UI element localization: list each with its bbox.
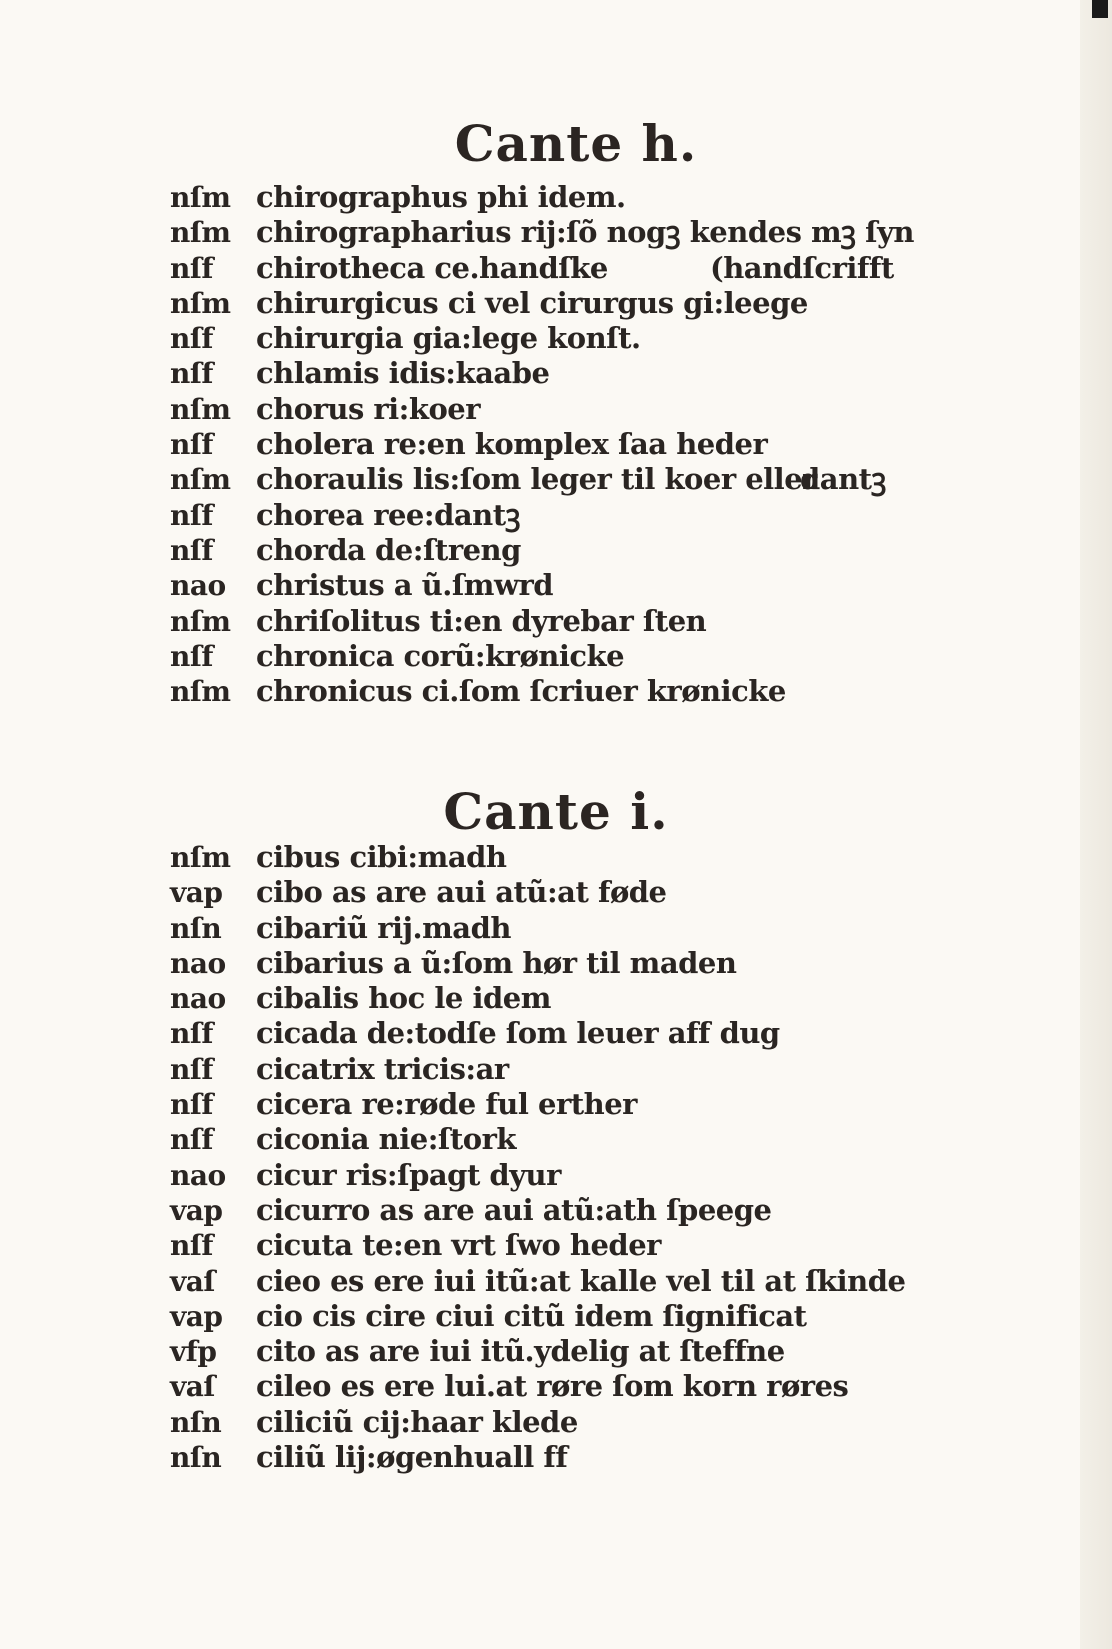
grammar-code: nſf bbox=[170, 498, 213, 532]
dictionary-entry bbox=[170, 180, 914, 215]
entry-text: cicera re:røde ful erther bbox=[256, 1087, 637, 1122]
grammar-code: vap bbox=[170, 1193, 223, 1227]
grammar-code: nſf bbox=[170, 1123, 213, 1157]
entry-text: chriſolitus ti:en dyrebar ſten bbox=[256, 603, 707, 638]
dictionary-entry bbox=[170, 1264, 906, 1299]
grammar-code: nſm bbox=[170, 675, 231, 709]
dictionary-entry bbox=[170, 604, 914, 639]
dictionary-entry bbox=[170, 1440, 906, 1475]
grammar-code: vaſ bbox=[170, 1264, 215, 1298]
dictionary-entry bbox=[170, 840, 906, 875]
entry-text: cicada de:todſe ſom leuer aff dug bbox=[256, 1016, 780, 1051]
entry-text: chirographarius rij:ſõ nogꝫ kendes mꝫ ſyn bbox=[256, 215, 914, 250]
entry-text: chlamis idis:kaabe bbox=[256, 356, 550, 391]
grammar-code: vap bbox=[170, 876, 223, 910]
grammar-code: nſm bbox=[170, 286, 231, 320]
entry-text: cholera re:en komplex ſaa heder bbox=[256, 427, 768, 462]
dictionary-entry bbox=[170, 1369, 906, 1404]
entry-text: cibus cibi:madh bbox=[256, 840, 507, 874]
grammar-code: nſf bbox=[170, 533, 213, 567]
dictionary-entry bbox=[170, 568, 914, 603]
dictionary-entry bbox=[170, 1122, 906, 1157]
entry-continuation: dantꝫ bbox=[800, 462, 886, 497]
grammar-code: nſf bbox=[170, 1052, 213, 1086]
dictionary-entry bbox=[170, 1087, 906, 1122]
grammar-code: nſm bbox=[170, 392, 231, 426]
section-heading-i: Cante i. bbox=[443, 781, 669, 841]
dictionary-entry bbox=[170, 981, 906, 1016]
grammar-code: nao bbox=[170, 1158, 226, 1192]
entry-text: cibo as are aui atũ:at føde bbox=[256, 875, 667, 910]
entry-text: chirotheca ce.handſke bbox=[256, 250, 608, 285]
section-heading-h: Cante h. bbox=[454, 113, 698, 173]
entry-text: chronica corũ:krønicke bbox=[256, 638, 625, 673]
entry-text: cio cis cire ciui citũ idem ſignificat bbox=[256, 1298, 807, 1333]
dictionary-entry bbox=[170, 911, 906, 946]
dictionary-entry bbox=[170, 533, 914, 568]
grammar-code: nao bbox=[170, 982, 226, 1016]
entry-text: ciliciũ cij:haar klede bbox=[256, 1404, 578, 1439]
dictionary-entry bbox=[170, 1405, 906, 1440]
entry-text: chorea ree:dantꝫ bbox=[256, 497, 520, 532]
entry-text: chorus ri:koer bbox=[256, 391, 481, 426]
dictionary-entry bbox=[170, 215, 914, 250]
page-edge bbox=[1080, 0, 1112, 1649]
grammar-code: nſm bbox=[170, 841, 231, 874]
grammar-code: nſm bbox=[170, 181, 231, 214]
grammar-code: nſf bbox=[170, 357, 213, 391]
dictionary-entry bbox=[170, 498, 914, 533]
dictionary-entry bbox=[170, 392, 914, 427]
grammar-code: nſf bbox=[170, 1017, 213, 1051]
entry-text: cito as are iui itũ.ydelig at ſteffne bbox=[256, 1334, 785, 1369]
grammar-code: vfp bbox=[170, 1335, 217, 1369]
grammar-code: vap bbox=[170, 1299, 223, 1333]
grammar-code: nſn bbox=[170, 1405, 222, 1439]
entry-text: christus a ũ.ſmwrd bbox=[256, 568, 554, 603]
dictionary-entry bbox=[170, 321, 914, 356]
dictionary-entry bbox=[170, 1334, 906, 1369]
entry-text: cibalis hoc le idem bbox=[256, 981, 551, 1016]
grammar-code: vaſ bbox=[170, 1370, 215, 1404]
grammar-code: nſn bbox=[170, 911, 222, 945]
grammar-code: nſm bbox=[170, 463, 231, 497]
entry-text: ciliũ lij:øgenhuall ff bbox=[256, 1440, 568, 1475]
dictionary-entry bbox=[170, 1052, 906, 1087]
dictionary-entry bbox=[170, 462, 914, 497]
entry-text: cicuta te:en vrt ſwo heder bbox=[256, 1228, 661, 1263]
entry-list-h bbox=[170, 180, 914, 709]
dictionary-entry bbox=[170, 1228, 906, 1263]
entry-text: chorda de:ſtreng bbox=[256, 532, 521, 567]
entry-text: cibariũ rij.madh bbox=[256, 910, 511, 945]
grammar-code: nſf bbox=[170, 428, 213, 462]
entry-text: chirographus phi idem. bbox=[256, 180, 626, 214]
dictionary-entry bbox=[170, 1158, 906, 1193]
grammar-code: nſm bbox=[170, 604, 231, 638]
dictionary-entry bbox=[170, 427, 914, 462]
dictionary-entry bbox=[170, 251, 914, 286]
entry-continuation: (handſcrifft bbox=[710, 250, 894, 285]
entry-text: cicur ris:ſpagt dyur bbox=[256, 1157, 561, 1192]
entry-text: chirurgia gia:lege konſt. bbox=[256, 321, 641, 356]
grammar-code: nſf bbox=[170, 1088, 213, 1122]
grammar-code: nao bbox=[170, 569, 226, 603]
grammar-code: nſf bbox=[170, 639, 213, 673]
entry-text: chronicus ci.ſom ſcriuer krønicke bbox=[256, 674, 786, 709]
dictionary-entry bbox=[170, 1016, 906, 1051]
dictionary-entry bbox=[170, 875, 906, 910]
entry-text: ciconia nie:ſtork bbox=[256, 1122, 517, 1157]
corner-mark bbox=[1092, 0, 1108, 18]
grammar-code: nſf bbox=[170, 322, 213, 356]
grammar-code: nſn bbox=[170, 1441, 222, 1475]
dictionary-entry bbox=[170, 356, 914, 391]
grammar-code: nao bbox=[170, 946, 226, 980]
entry-text: cicurro as are aui atũ:ath ſpeege bbox=[256, 1192, 772, 1227]
dictionary-entry bbox=[170, 639, 914, 674]
entry-text: cibarius a ũ:ſom hør til maden bbox=[256, 945, 737, 980]
dictionary-entry bbox=[170, 1299, 906, 1334]
dictionary-entry bbox=[170, 946, 906, 981]
entry-text: choraulis lis:ſom leger til koer eller bbox=[256, 462, 817, 497]
entry-text: cicatrix tricis:ar bbox=[256, 1051, 509, 1086]
dictionary-entry bbox=[170, 674, 914, 709]
dictionary-entry bbox=[170, 1193, 906, 1228]
entry-text: cieo es ere iui itũ:at kalle vel til at ſkinde bbox=[256, 1263, 906, 1298]
entry-text: chirurgicus ci vel cirurgus gi:leege bbox=[256, 285, 808, 320]
grammar-code: nſf bbox=[170, 1229, 213, 1263]
entry-list-i bbox=[170, 840, 906, 1475]
grammar-code: nſf bbox=[170, 251, 213, 285]
grammar-code: nſm bbox=[170, 216, 231, 250]
entry-text: cileo es ere lui.at røre ſom korn røres bbox=[256, 1369, 849, 1404]
dictionary-entry bbox=[170, 286, 914, 321]
